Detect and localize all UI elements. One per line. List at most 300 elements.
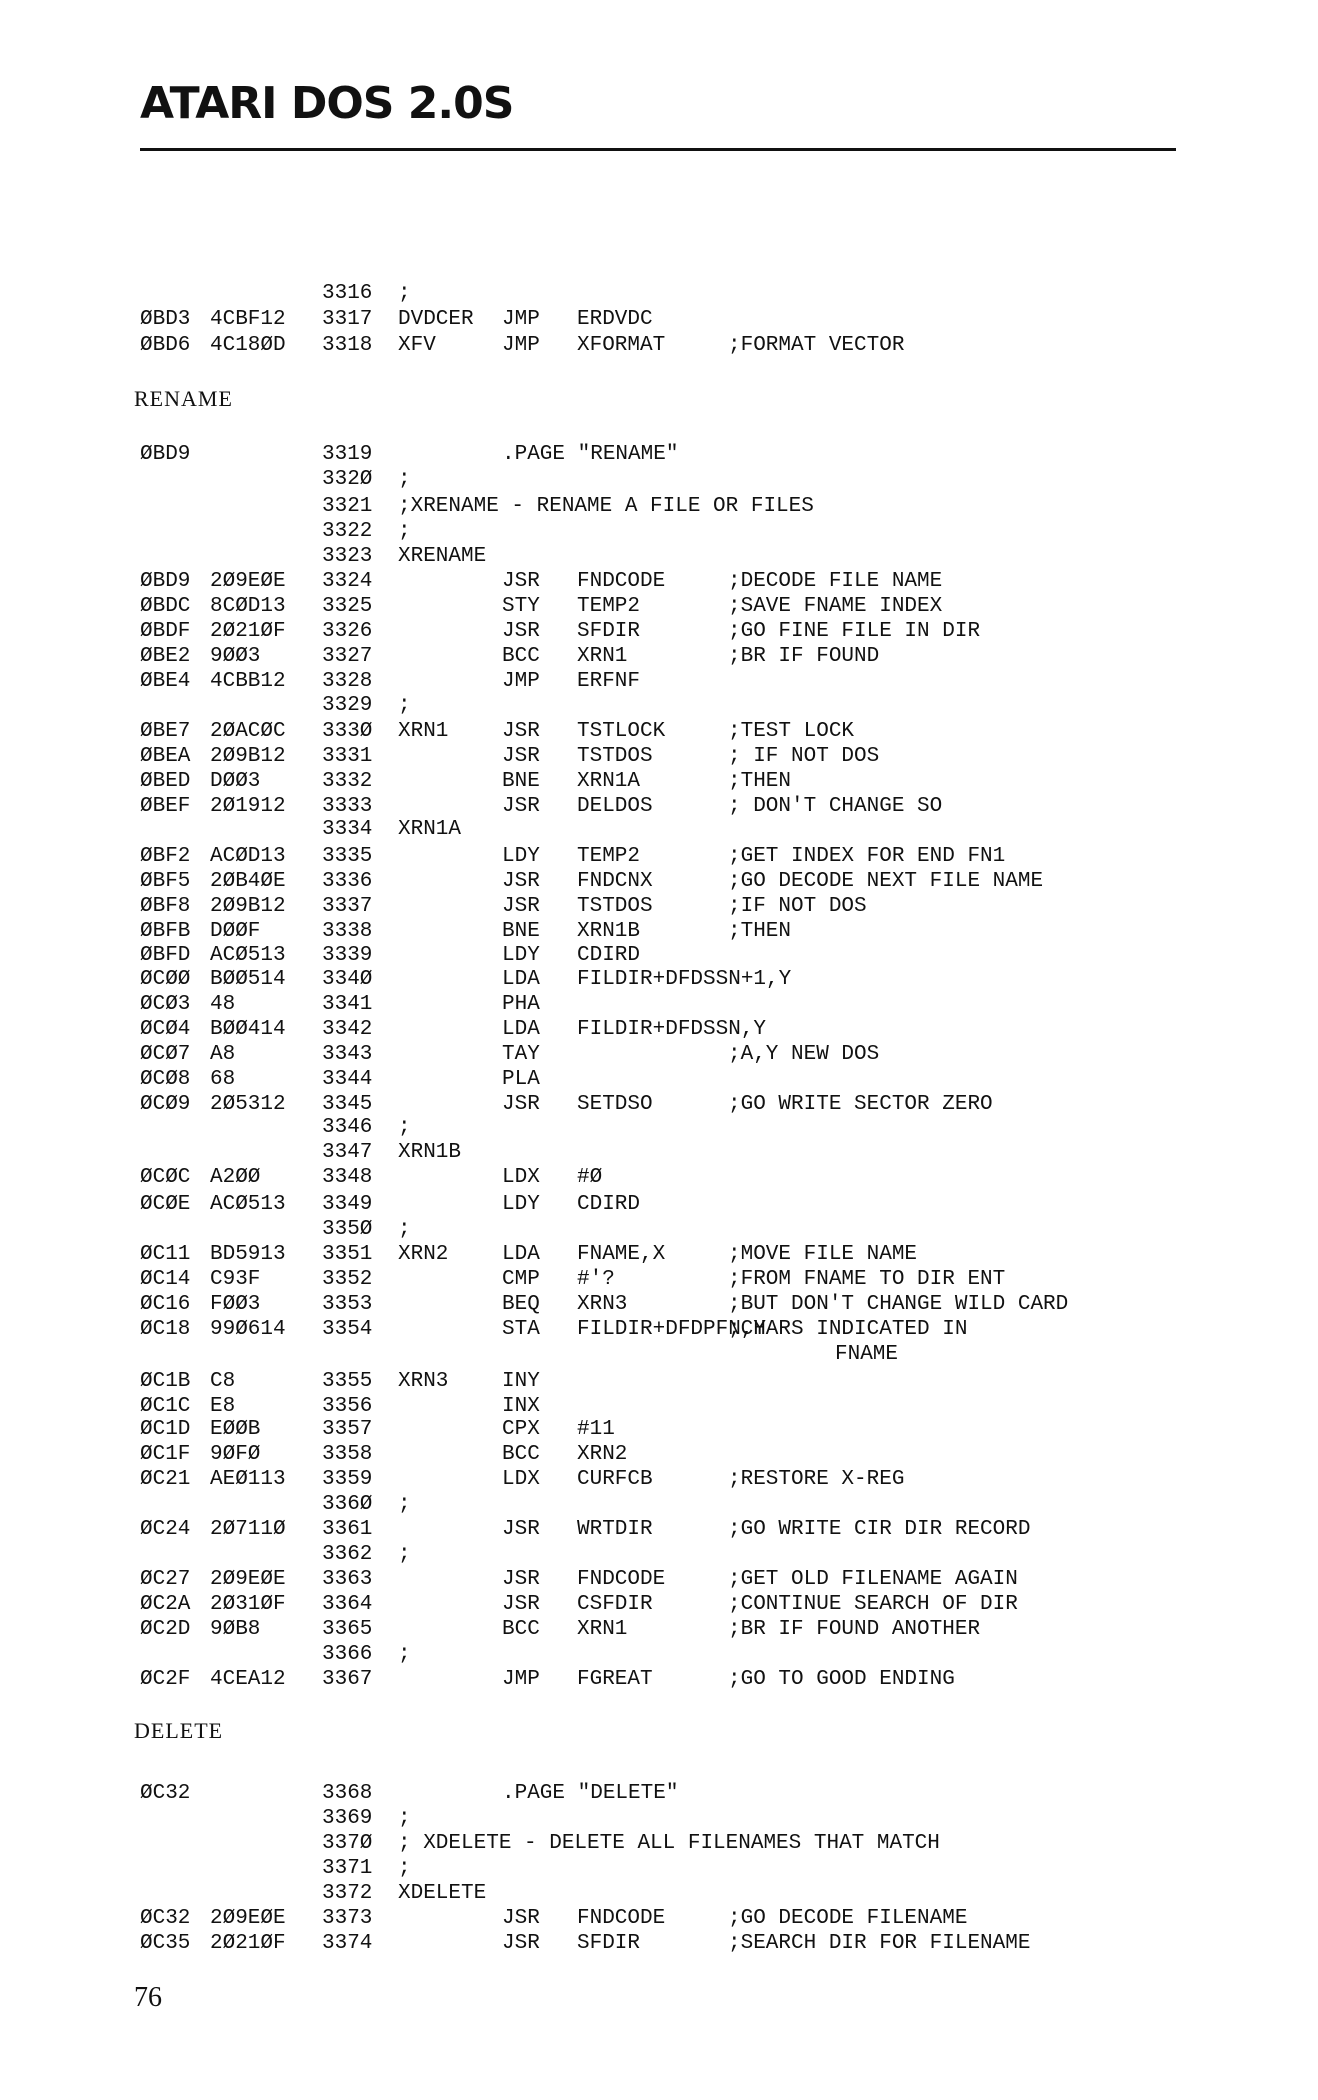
- comment: ;SAVE FNAME INDEX: [728, 595, 943, 618]
- line-number: 3319: [322, 443, 373, 466]
- comment-continuation: FNAME: [835, 1343, 899, 1366]
- operand: ERFNF: [577, 670, 641, 693]
- opcode: LDY: [502, 845, 540, 868]
- object-code: BØØ414: [210, 1018, 286, 1041]
- page-number: 76: [134, 1982, 162, 2013]
- label: XDELETE: [398, 1882, 487, 1905]
- operand: FNDCODE: [577, 1907, 666, 1930]
- object-code: 2Ø1912: [210, 795, 286, 818]
- operand: #11: [577, 1418, 615, 1441]
- address: ØC1B: [140, 1370, 191, 1393]
- label: ;: [398, 1643, 411, 1666]
- listing-line: [0, 468, 1318, 494]
- line-number: 336Ø: [322, 1493, 373, 1516]
- comment: ;GET INDEX FOR END FN1: [728, 845, 1006, 868]
- label: ;: [398, 520, 411, 543]
- address: ØC1D: [140, 1418, 191, 1441]
- opcode: JSR: [502, 620, 540, 643]
- address: ØBD9: [140, 570, 191, 593]
- opcode: JSR: [502, 870, 540, 893]
- label: XRN1A: [398, 818, 462, 841]
- listing-line: [0, 1370, 1318, 1396]
- operand: XRN1B: [577, 920, 641, 943]
- section-title-delete: DELETE: [134, 1718, 224, 1743]
- comment: ;BUT DON'T CHANGE WILD CARD: [728, 1293, 1069, 1316]
- address: ØCØØ: [140, 968, 191, 991]
- line-number: 3353: [322, 1293, 373, 1316]
- listing-line: [0, 670, 1318, 696]
- operand: FILDIR+DFDSSN+1,Y: [577, 968, 792, 991]
- listing-line: [0, 1268, 1318, 1294]
- comment: ;GO TO GOOD ENDING: [728, 1668, 955, 1691]
- opcode: JSR: [502, 895, 540, 918]
- address: ØC27: [140, 1568, 191, 1591]
- line-number: 332Ø: [322, 468, 373, 491]
- line-number: 3351: [322, 1243, 373, 1266]
- line-number: 3358: [322, 1443, 373, 1466]
- address: ØC18: [140, 1318, 191, 1341]
- object-code: C93F: [210, 1268, 261, 1291]
- opcode: JMP: [502, 334, 540, 357]
- label: ;: [398, 1493, 411, 1516]
- listing-line: [0, 1782, 1318, 1808]
- listing-line: [0, 1193, 1318, 1219]
- listing-line: [0, 1857, 1318, 1883]
- address: ØBDC: [140, 595, 191, 618]
- listing-line: [0, 745, 1318, 771]
- listing-line: [0, 1518, 1318, 1544]
- object-code: 9ØØ3: [210, 645, 261, 668]
- address: ØBE4: [140, 670, 191, 693]
- opcode: BNE: [502, 770, 540, 793]
- address: ØBED: [140, 770, 191, 793]
- operand: XRN1: [577, 1618, 628, 1641]
- comment: ;THEN: [728, 770, 792, 793]
- object-code: 48: [210, 993, 236, 1016]
- operand: FGREAT: [577, 1668, 653, 1691]
- line-number: 3371: [322, 1857, 373, 1880]
- listing-line: [0, 1443, 1318, 1469]
- listing-line: [0, 1116, 1318, 1142]
- address: ØCØ8: [140, 1068, 191, 1091]
- opcode: BEQ: [502, 1293, 540, 1316]
- line-number: 3325: [322, 595, 373, 618]
- listing-line: [0, 1618, 1318, 1644]
- operand: #Ø: [577, 1166, 603, 1189]
- object-code: 2Ø21ØF: [210, 620, 286, 643]
- listing-line: [0, 1343, 1318, 1369]
- listing-line: [0, 334, 1318, 360]
- object-code: 8CØD13: [210, 595, 286, 618]
- operand: SFDIR: [577, 620, 641, 643]
- object-code: 2Ø9EØE: [210, 1568, 286, 1591]
- comment: ;IF NOT DOS: [728, 895, 867, 918]
- listing-line: [0, 645, 1318, 671]
- label: XFV: [398, 334, 436, 357]
- label: XRENAME: [398, 545, 487, 568]
- comment: ;CHARS INDICATED IN: [728, 1318, 968, 1341]
- object-code: 2Ø21ØF: [210, 1932, 286, 1955]
- comment: ;GO DECODE FILENAME: [728, 1907, 968, 1930]
- line-number: 3355: [322, 1370, 373, 1393]
- address: ØBE7: [140, 720, 191, 743]
- listing-line: [0, 1568, 1318, 1594]
- address: ØCØ3: [140, 993, 191, 1016]
- object-code: 2Ø5312: [210, 1093, 286, 1116]
- opcode: STA: [502, 1318, 540, 1341]
- operand: XRN1: [577, 645, 628, 668]
- line-number: 3343: [322, 1043, 373, 1066]
- opcode: JSR: [502, 745, 540, 768]
- listing-line: [0, 1218, 1318, 1244]
- label: XRN2: [398, 1243, 449, 1266]
- line-number: 3329: [322, 694, 373, 717]
- object-code: 2Ø9B12: [210, 745, 286, 768]
- opcode: BCC: [502, 645, 540, 668]
- operand: CDIRD: [577, 944, 641, 967]
- object-code: C8: [210, 1370, 236, 1393]
- object-code: 2Ø711Ø: [210, 1518, 286, 1541]
- label: ;: [398, 1116, 411, 1139]
- comment: ;GET OLD FILENAME AGAIN: [728, 1568, 1018, 1591]
- listing-line: [0, 495, 1318, 521]
- address: ØCØ9: [140, 1093, 191, 1116]
- label: ;: [398, 282, 411, 305]
- section-title-rename: RENAME: [134, 386, 233, 411]
- comment: ;BR IF FOUND ANOTHER: [728, 1618, 981, 1641]
- opcode: JSR: [502, 795, 540, 818]
- object-code: 99Ø614: [210, 1318, 286, 1341]
- object-code: ACØD13: [210, 845, 286, 868]
- line-number: 3322: [322, 520, 373, 543]
- opcode: JSR: [502, 1093, 540, 1116]
- listing-line: [0, 694, 1318, 720]
- opcode: CMP: [502, 1268, 540, 1291]
- listing-line: [0, 443, 1318, 469]
- listing-line: [0, 870, 1318, 896]
- line-number: 3326: [322, 620, 373, 643]
- opcode: INX: [502, 1395, 540, 1418]
- object-code: 68: [210, 1068, 236, 1091]
- comment: ; IF NOT DOS: [728, 745, 880, 768]
- address: ØC2F: [140, 1668, 191, 1691]
- opcode: JSR: [502, 720, 540, 743]
- label: XRN1: [398, 720, 449, 743]
- comment: ;BR IF FOUND: [728, 645, 880, 668]
- comment: ;FROM FNAME TO DIR ENT: [728, 1268, 1006, 1291]
- listing-line: [0, 720, 1318, 746]
- address: ØBF2: [140, 845, 191, 868]
- opcode: JMP: [502, 308, 540, 331]
- listing-line: [0, 1068, 1318, 1094]
- listing-line: [0, 282, 1318, 308]
- address: ØBD6: [140, 334, 191, 357]
- opcode: JMP: [502, 670, 540, 693]
- opcode: PLA: [502, 1068, 540, 1091]
- line-number: 3324: [322, 570, 373, 593]
- address: ØC16: [140, 1293, 191, 1316]
- label: ;: [398, 694, 411, 717]
- comment: ;FORMAT VECTOR: [728, 334, 905, 357]
- label: XRN3: [398, 1370, 449, 1393]
- line-number: 3342: [322, 1018, 373, 1041]
- listing-line: [0, 770, 1318, 796]
- address: ØC32: [140, 1782, 191, 1805]
- object-code: DØØF: [210, 920, 261, 943]
- object-code: 2Ø31ØF: [210, 1593, 286, 1616]
- address: ØBEF: [140, 795, 191, 818]
- operand: XRN3: [577, 1293, 628, 1316]
- listing-line: [0, 1043, 1318, 1069]
- opcode: TAY: [502, 1043, 540, 1066]
- opcode: BNE: [502, 920, 540, 943]
- operand: FNAME,X: [577, 1243, 666, 1266]
- listing-line: [0, 1141, 1318, 1167]
- address: ØC14: [140, 1268, 191, 1291]
- operand: FNDCNX: [577, 870, 653, 893]
- operand: DELDOS: [577, 795, 653, 818]
- line-number: 3362: [322, 1543, 373, 1566]
- page-header: ATARI DOS 2.0S: [140, 78, 514, 129]
- address: ØC1C: [140, 1395, 191, 1418]
- line-number: 3348: [322, 1166, 373, 1189]
- comment: ; DON'T CHANGE SO: [728, 795, 943, 818]
- listing-line: [0, 895, 1318, 921]
- operand: XFORMAT: [577, 334, 666, 357]
- listing-line: [0, 944, 1318, 970]
- opcode: INY: [502, 1370, 540, 1393]
- comment: ;XRENAME - RENAME A FILE OR FILES: [398, 495, 814, 518]
- line-number: 3356: [322, 1395, 373, 1418]
- opcode: JSR: [502, 1593, 540, 1616]
- line-number: 3323: [322, 545, 373, 568]
- opcode: JMP: [502, 1668, 540, 1691]
- object-code: ACØ513: [210, 944, 286, 967]
- comment: ;GO FINE FILE IN DIR: [728, 620, 981, 643]
- operand: #'?: [577, 1268, 615, 1291]
- opcode: LDY: [502, 944, 540, 967]
- label: ;: [398, 1857, 411, 1880]
- operand: XRN2: [577, 1443, 628, 1466]
- listing-line: [0, 845, 1318, 871]
- address: ØBFD: [140, 944, 191, 967]
- label: ;: [398, 468, 411, 491]
- object-code: 2Ø9EØE: [210, 1907, 286, 1930]
- object-code: 4CBF12: [210, 308, 286, 331]
- listing-line: [0, 1243, 1318, 1269]
- object-code: A8: [210, 1043, 236, 1066]
- opcode: LDY: [502, 1193, 540, 1216]
- address: ØCØ7: [140, 1043, 191, 1066]
- line-number: 333Ø: [322, 720, 373, 743]
- label: ;: [398, 1807, 411, 1830]
- comment: ; XDELETE - DELETE ALL FILENAMES THAT MATCH: [398, 1832, 940, 1855]
- line-number: 3344: [322, 1068, 373, 1091]
- operand: FILDIR+DFDPFN,Y: [577, 1318, 767, 1341]
- line-number: 3321: [322, 495, 373, 518]
- object-code: EØØB: [210, 1418, 261, 1441]
- comment: ;DECODE FILE NAME: [728, 570, 943, 593]
- line-number: 3366: [322, 1643, 373, 1666]
- listing-line: [0, 1832, 1318, 1858]
- line-number: 335Ø: [322, 1218, 373, 1241]
- listing-line: [0, 1543, 1318, 1569]
- object-code: ACØ513: [210, 1193, 286, 1216]
- object-code: AEØ113: [210, 1468, 286, 1491]
- operand: TSTDOS: [577, 745, 653, 768]
- comment: ;GO WRITE CIR DIR RECORD: [728, 1518, 1031, 1541]
- line-number: 3334: [322, 818, 373, 841]
- line-number: 3345: [322, 1093, 373, 1116]
- address: ØCØC: [140, 1166, 191, 1189]
- line-number: 3337: [322, 895, 373, 918]
- listing-line: [0, 545, 1318, 571]
- listing-line: [0, 620, 1318, 646]
- opcode: BCC: [502, 1618, 540, 1641]
- line-number: 3352: [322, 1268, 373, 1291]
- object-code: 2ØB4ØE: [210, 870, 286, 893]
- line-number: 337Ø: [322, 1832, 373, 1855]
- operand: TEMP2: [577, 845, 641, 868]
- line-number: 3341: [322, 993, 373, 1016]
- address: ØC2A: [140, 1593, 191, 1616]
- listing-line: [0, 570, 1318, 596]
- listing-line: [0, 1468, 1318, 1494]
- object-code: 9ØFØ: [210, 1443, 261, 1466]
- operand: FNDCODE: [577, 1568, 666, 1591]
- opcode: JSR: [502, 570, 540, 593]
- object-code: A2ØØ: [210, 1166, 261, 1189]
- line-number: 3318: [322, 334, 373, 357]
- line-number: 3339: [322, 944, 373, 967]
- comment: ;GO DECODE NEXT FILE NAME: [728, 870, 1044, 893]
- address: ØCØE: [140, 1193, 191, 1216]
- object-code: 2ØACØC: [210, 720, 286, 743]
- line-number: 3367: [322, 1668, 373, 1691]
- line-number: 3354: [322, 1318, 373, 1341]
- comment: ;CONTINUE SEARCH OF DIR: [728, 1593, 1018, 1616]
- line-number: 3373: [322, 1907, 373, 1930]
- object-code: 4CEA12: [210, 1668, 286, 1691]
- operand: TSTDOS: [577, 895, 653, 918]
- listing-line: [0, 1293, 1318, 1319]
- listing-line: [0, 520, 1318, 546]
- operand: CDIRD: [577, 1193, 641, 1216]
- address: ØC1F: [140, 1443, 191, 1466]
- opcode: LDA: [502, 968, 540, 991]
- address: ØBD3: [140, 308, 191, 331]
- line-number: 334Ø: [322, 968, 373, 991]
- directive: .PAGE "RENAME": [502, 443, 679, 466]
- operand: SETDSO: [577, 1093, 653, 1116]
- listing-line: [0, 818, 1318, 844]
- line-number: 3359: [322, 1468, 373, 1491]
- operand: TEMP2: [577, 595, 641, 618]
- label: XRN1B: [398, 1141, 462, 1164]
- listing-line: [0, 308, 1318, 334]
- address: ØBEA: [140, 745, 191, 768]
- label: ;: [398, 1218, 411, 1241]
- address: ØBDF: [140, 620, 191, 643]
- opcode: JSR: [502, 1568, 540, 1591]
- listing-line: [0, 968, 1318, 994]
- opcode: LDX: [502, 1468, 540, 1491]
- address: ØBFB: [140, 920, 191, 943]
- opcode: CPX: [502, 1418, 540, 1441]
- object-code: DØØ3: [210, 770, 261, 793]
- line-number: 3369: [322, 1807, 373, 1830]
- operand: CURFCB: [577, 1468, 653, 1491]
- object-code: 2Ø9EØE: [210, 570, 286, 593]
- comment: ;GO WRITE SECTOR ZERO: [728, 1093, 993, 1116]
- object-code: 4C18ØD: [210, 334, 286, 357]
- line-number: 3357: [322, 1418, 373, 1441]
- listing-line: [0, 1932, 1318, 1958]
- operand: WRTDIR: [577, 1518, 653, 1541]
- listing-line: [0, 1166, 1318, 1192]
- line-number: 3332: [322, 770, 373, 793]
- label: ;: [398, 1543, 411, 1566]
- line-number: 3331: [322, 745, 373, 768]
- object-code: E8: [210, 1395, 236, 1418]
- opcode: LDA: [502, 1243, 540, 1266]
- object-code: BØØ514: [210, 968, 286, 991]
- address: ØBE2: [140, 645, 191, 668]
- opcode: LDX: [502, 1166, 540, 1189]
- line-number: 3372: [322, 1882, 373, 1905]
- line-number: 3361: [322, 1518, 373, 1541]
- object-code: 9ØB8: [210, 1618, 261, 1641]
- address: ØBD9: [140, 443, 191, 466]
- opcode: JSR: [502, 1932, 540, 1955]
- label: DVDCER: [398, 308, 474, 331]
- line-number: 3374: [322, 1932, 373, 1955]
- line-number: 3317: [322, 308, 373, 331]
- comment: ;A,Y NEW DOS: [728, 1043, 880, 1066]
- line-number: 3346: [322, 1116, 373, 1139]
- listing-line: [0, 1493, 1318, 1519]
- line-number: 3333: [322, 795, 373, 818]
- comment: ;RESTORE X-REG: [728, 1468, 905, 1491]
- address: ØC11: [140, 1243, 191, 1266]
- listing-line: [0, 1643, 1318, 1669]
- line-number: 3363: [322, 1568, 373, 1591]
- address: ØCØ4: [140, 1018, 191, 1041]
- directive: .PAGE "DELETE": [502, 1782, 679, 1805]
- listing-line: [0, 993, 1318, 1019]
- opcode: JSR: [502, 1518, 540, 1541]
- operand: FNDCODE: [577, 570, 666, 593]
- line-number: 3338: [322, 920, 373, 943]
- line-number: 3365: [322, 1618, 373, 1641]
- listing-line: [0, 1018, 1318, 1044]
- operand: CSFDIR: [577, 1593, 653, 1616]
- line-number: 3328: [322, 670, 373, 693]
- object-code: 4CBB12: [210, 670, 286, 693]
- listing-line: [0, 1882, 1318, 1908]
- comment: ;MOVE FILE NAME: [728, 1243, 918, 1266]
- comment: ;THEN: [728, 920, 792, 943]
- address: ØBF5: [140, 870, 191, 893]
- line-number: 3347: [322, 1141, 373, 1164]
- address: ØC35: [140, 1932, 191, 1955]
- operand: FILDIR+DFDSSN,Y: [577, 1018, 767, 1041]
- opcode: JSR: [502, 1907, 540, 1930]
- line-number: 3349: [322, 1193, 373, 1216]
- address: ØC24: [140, 1518, 191, 1541]
- address: ØC21: [140, 1468, 191, 1491]
- listing-line: [0, 1668, 1318, 1694]
